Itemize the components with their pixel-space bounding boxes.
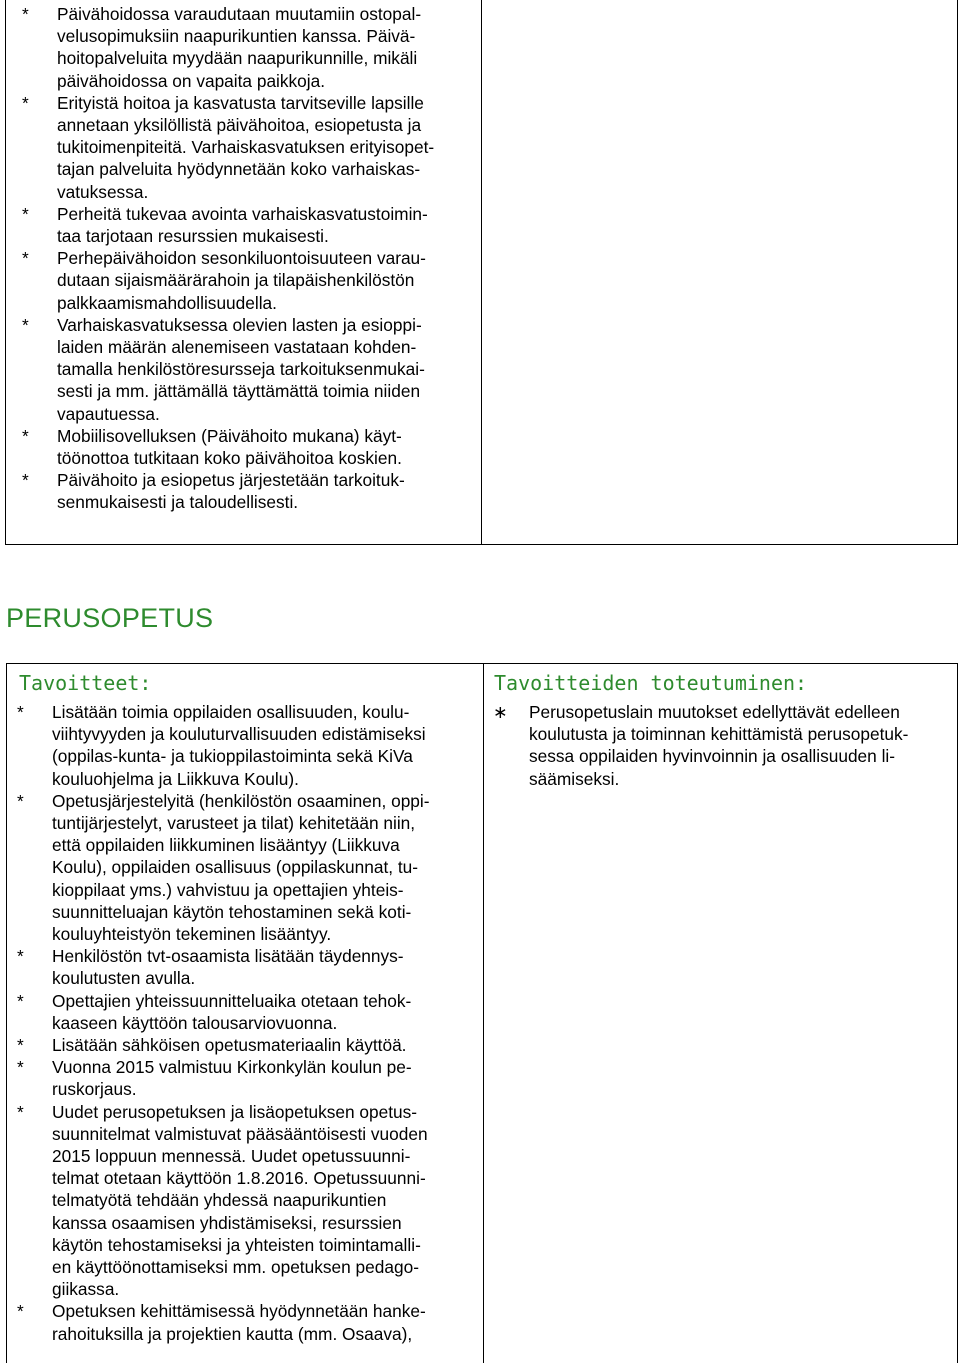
item-text-line: annetaan yksilöllistä päivähoitoa, esiopetusta ja xyxy=(57,115,422,136)
item-text-line: Opetuksen kehittämisessä hyödynnetään hanke- xyxy=(52,1301,426,1322)
list-item xyxy=(14,1300,476,1344)
bullet-icon: * xyxy=(22,314,29,335)
list-item xyxy=(19,247,474,314)
item-text-line: käytön tehostamiseksi ja yhteisten toimintamalli- xyxy=(52,1234,421,1255)
item-text-line: Päivähoidossa varaudutaan muutamiin ostopal- xyxy=(57,4,422,24)
item-text-line: Mobiilisovelluksen (Päivähoito mukana) käyt- xyxy=(57,425,402,446)
list-item xyxy=(14,945,476,989)
goal-realization-header: Tavoitteiden toteutuminen: xyxy=(494,671,808,695)
item-text-line: taa tarjotaan resurssien mukaisesti. xyxy=(57,226,329,247)
early-education-left-cell xyxy=(6,0,482,544)
item-text-line: en käyttöönottamiseksi mm. opetuksen pedago- xyxy=(52,1257,419,1278)
item-text-line: Perhepäivähoidon sesonkiluontoisuuteen varau- xyxy=(57,248,426,269)
list-item xyxy=(490,701,930,790)
item-text-line: Lisätään sähköisen opetusmateriaalin käyttöä. xyxy=(52,1035,407,1056)
item-text-line: Perheitä tukevaa avointa varhaiskasvatustoimin- xyxy=(57,203,428,224)
item-text-line: giikassa. xyxy=(52,1279,120,1300)
item-text-line: tamalla henkilöstöresursseja tarkoituksenmukai- xyxy=(57,359,425,380)
section-heading: PERUSOPETUS xyxy=(6,603,214,633)
bullet-icon: * xyxy=(17,946,24,967)
item-text-line: senmukaisesti ja taloudellisesti. xyxy=(57,492,299,513)
item-text-line: dutaan sijaismäärärahoin ja tilapäishenkilöstön xyxy=(57,270,415,291)
item-text-line: Koulu), oppilaiden osallisuus (oppilaskunnat, tu- xyxy=(52,857,419,878)
item-text-line: kouluohjelma ja Liikkuva Koulu). xyxy=(52,768,299,789)
item-text-line: viihtyvyyden ja kouluturvallisuuden edistämiseksi xyxy=(52,724,426,745)
item-text-line: että oppilaiden liikkuminen lisääntyy (Liikkuva xyxy=(52,835,400,856)
item-text-line: palkkaamismahdollisuudella. xyxy=(57,292,277,313)
item-text-line: rahoituksilla ja projektien kautta (mm. Osaava), xyxy=(52,1323,413,1344)
item-text-line: suunnitteluajan käytön tehostaminen sekä koti- xyxy=(52,901,412,922)
item-text-line: (oppilas-kunta- ja tukioppilastoiminta sekä KiVa xyxy=(52,746,413,767)
bullet-icon: * xyxy=(22,4,29,24)
bullet-icon: * xyxy=(22,425,29,446)
item-text-line: Varhaiskasvatuksessa olevien lasten ja esioppi- xyxy=(57,314,422,335)
item-text-line: päivähoidossa on vapaita paikkoja. xyxy=(57,70,326,91)
item-text-line: Erityistä hoitoa ja kasvatusta tarvitseville lapsille xyxy=(57,92,424,113)
list-item xyxy=(19,3,474,92)
goals-list xyxy=(14,701,476,1345)
item-text-line: säämiseksi. xyxy=(529,768,620,789)
item-text-line: tajan palveluita hyödynnetään koko varhaiskas- xyxy=(57,159,421,180)
list-item xyxy=(14,1101,476,1301)
item-text-line: koulutusten avulla. xyxy=(52,968,196,989)
goals-cell xyxy=(7,664,484,1363)
list-item xyxy=(19,203,474,247)
list-item xyxy=(19,425,474,469)
early-education-table xyxy=(5,0,958,545)
bullet-icon: * xyxy=(22,203,29,224)
early-education-list xyxy=(19,3,474,514)
item-text-line: vapautuessa. xyxy=(57,403,160,424)
item-text-line: suunnitelmat valmistuvat pääsääntöisesti vuoden xyxy=(52,1123,428,1144)
item-text-line: tuntijärjestelyt, varusteet ja tilat) kehitetään niin, xyxy=(52,813,416,834)
item-text-line: ruskorjaus. xyxy=(52,1079,137,1100)
item-text-line: telmat otetaan käyttöön 1.8.2016. Opetussuunni- xyxy=(52,1168,426,1189)
bullet-icon: * xyxy=(17,1301,24,1322)
item-text-line: kioppilaat yms.) vahvistuu ja opettajien yhteis- xyxy=(52,879,404,900)
list-item xyxy=(14,990,476,1034)
goals-header: Tavoitteet: xyxy=(19,671,152,695)
item-text-line: vatuksessa. xyxy=(57,181,149,202)
bullet-icon: * xyxy=(17,990,24,1011)
list-item xyxy=(14,1034,476,1056)
list-item xyxy=(19,469,474,513)
item-text-line: velusopimuksiin naapurikuntien kanssa. Päivä- xyxy=(57,26,416,47)
item-text-line: 2015 loppuun mennessä. Uudet opetussuunni- xyxy=(52,1146,411,1167)
item-text-line: Vuonna 2015 valmistuu Kirkonkylän koulun pe- xyxy=(52,1057,412,1078)
item-text-line: kaaseen käyttöön talousarviovuonna. xyxy=(52,1012,338,1033)
item-text-line: sesti ja mm. jättämällä täyttämättä toimia niiden xyxy=(57,381,421,402)
item-text-line: tukitoimenpiteitä. Varhaiskasvatuksen erityisopet- xyxy=(57,137,435,158)
item-text-line: Perusopetuslain muutokset edellyttävät edelleen xyxy=(529,702,900,722)
goal-realization-cell xyxy=(484,664,957,1363)
item-text-line: hoitopalveluita myydään naapurikunnille, mikäli xyxy=(57,48,418,69)
bullet-icon: * xyxy=(22,248,29,269)
item-text-line: Henkilöstön tvt-osaamista lisätään täydennys- xyxy=(52,946,404,967)
item-text-line: Opettajien yhteissuunnitteluaika otetaan tehok- xyxy=(52,990,412,1011)
bullet-icon: ∗ xyxy=(493,702,508,722)
item-text-line: kanssa osaamisen yhdistämiseksi, resurssien xyxy=(52,1212,402,1233)
item-text-line: koulutusta ja toiminnan kehittämistä perusopetuk- xyxy=(529,724,909,745)
bullet-icon: * xyxy=(17,702,24,722)
bullet-icon: * xyxy=(17,1101,24,1122)
item-text-line: laiden määrän alenemiseen vastataan kohden- xyxy=(57,337,417,358)
list-item xyxy=(14,1056,476,1100)
list-item xyxy=(14,701,476,790)
item-text-line: Lisätään toimia oppilaiden osallisuuden, koulu- xyxy=(52,702,410,722)
list-item xyxy=(14,790,476,945)
bullet-icon: * xyxy=(17,790,24,811)
list-item xyxy=(19,92,474,203)
bullet-icon: * xyxy=(22,92,29,113)
item-text-line: telmatyötä tehdään yhdessä naapurikuntien xyxy=(52,1190,387,1211)
item-text-line: töönottoa tutkitaan koko päivähoitoa koskien. xyxy=(57,448,402,469)
item-text-line: Uudet perusopetuksen ja lisäopetuksen opetus- xyxy=(52,1101,418,1122)
list-item xyxy=(19,314,474,425)
item-text-line: Opetusjärjestelyitä (henkilöstön osaaminen, oppi- xyxy=(52,790,430,811)
item-text-line: sessa oppilaiden hyvinvoinnin ja osallisuuden li- xyxy=(529,746,896,767)
item-text-line: kouluyhteistyön tekeminen lisääntyy. xyxy=(52,924,332,945)
bullet-icon: * xyxy=(22,470,29,491)
basic-education-table xyxy=(6,663,958,1363)
bullet-icon: * xyxy=(17,1035,24,1056)
bullet-icon: * xyxy=(17,1057,24,1078)
item-text-line: Päivähoito ja esiopetus järjestetään tarkoituk- xyxy=(57,470,405,491)
goal-realization-list xyxy=(490,701,930,790)
early-education-right-cell xyxy=(482,0,957,544)
